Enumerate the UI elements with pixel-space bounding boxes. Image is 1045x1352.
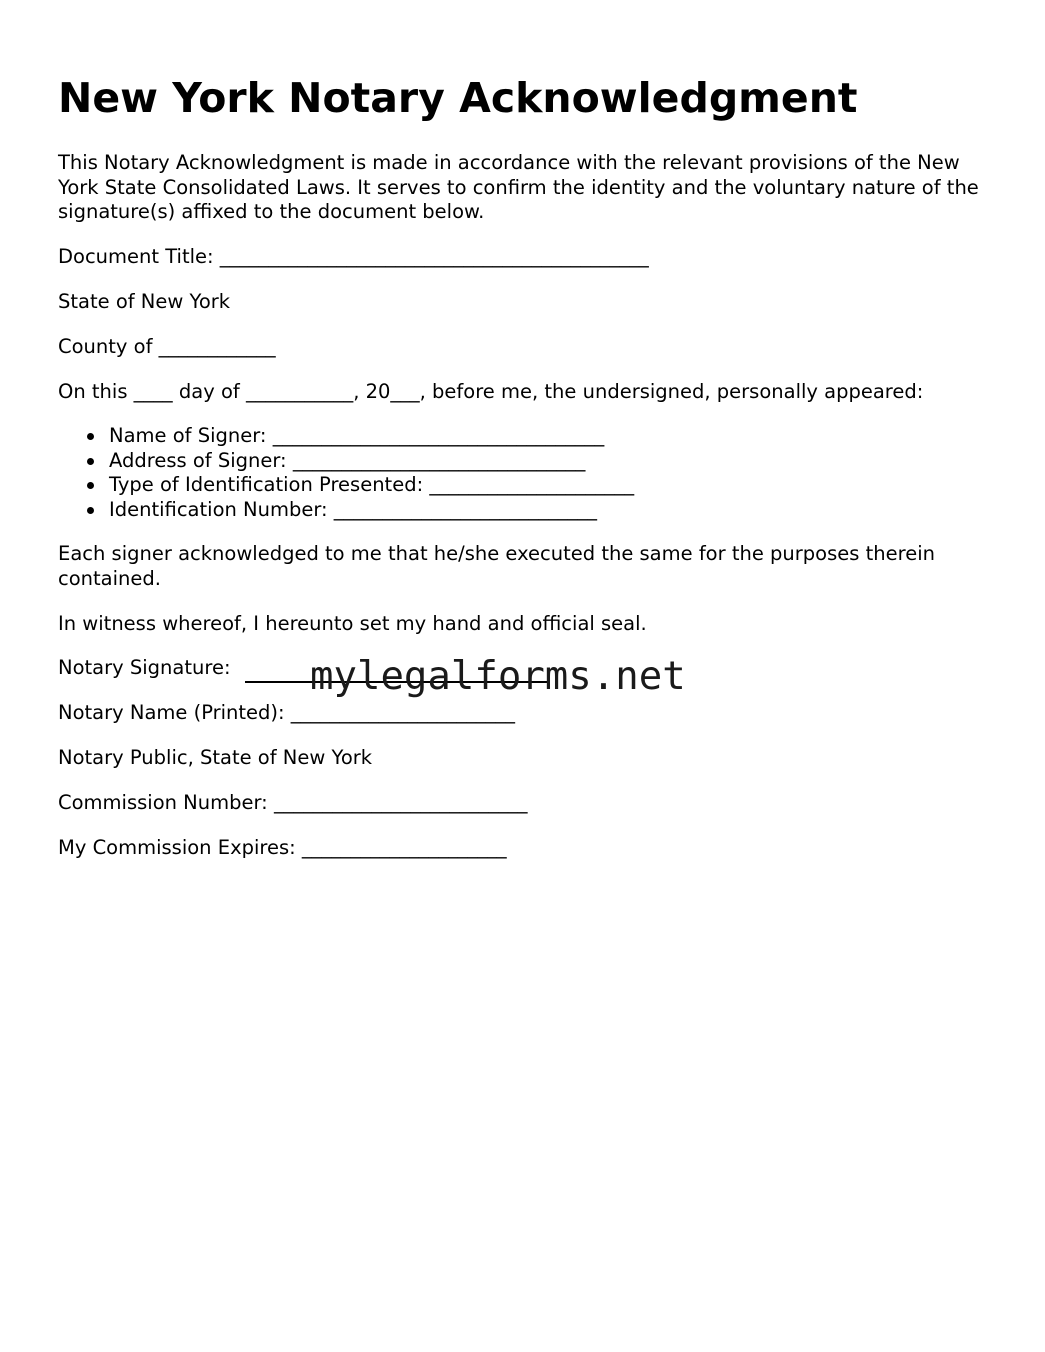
bullet-icon xyxy=(87,433,94,440)
bullet-icon xyxy=(87,482,94,489)
watermark-logo: mylegalforms.net xyxy=(310,654,686,699)
county-field: County of ____________ xyxy=(58,335,276,358)
document-title-field: Document Title: ____________________________________________ xyxy=(58,245,649,268)
commission-expires-field: My Commission Expires: _____________________ xyxy=(58,836,507,859)
page-title: New York Notary Acknowledgment xyxy=(58,74,858,122)
notary-signature-label: Notary Signature: xyxy=(58,656,231,679)
notary-name-field: Notary Name (Printed): _______________________ xyxy=(58,701,516,724)
signer-fields-list xyxy=(58,424,634,522)
notary-public-line: Notary Public, State of New York xyxy=(58,746,373,769)
state-line: State of New York xyxy=(58,290,231,313)
signer-address-field: Address of Signer: ______________________________ xyxy=(109,448,586,472)
list-item xyxy=(109,424,634,449)
commission-number-field: Commission Number: __________________________ xyxy=(58,791,528,814)
bullet-icon xyxy=(87,458,94,465)
appearance-statement: On this ____ day of ___________, 20___, before me, the undersigned, personally appeared: xyxy=(58,380,924,403)
intro-paragraph: This Notary Acknowledgment is made in accordance with the relevant provisions of the New York State Consolidated Laws. It serves to confirm the identity and the voluntary nature of the signature(s) affixed to the document below. xyxy=(58,151,979,223)
bullet-icon xyxy=(87,507,94,514)
list-item xyxy=(109,473,634,498)
identification-type-field: Type of Identification Presented: _____________________ xyxy=(109,473,635,496)
witness-statement: In witness whereof, I hereunto set my hand and official seal. xyxy=(58,612,647,635)
acknowledgment-paragraph: Each signer acknowledged to me that he/she executed the same for the purposes therein contained. xyxy=(58,542,935,590)
identification-number-field: Identification Number: ___________________________ xyxy=(109,497,598,521)
list-item xyxy=(109,498,634,523)
list-item xyxy=(109,449,634,474)
signer-name-field: Name of Signer: __________________________________ xyxy=(109,424,605,447)
